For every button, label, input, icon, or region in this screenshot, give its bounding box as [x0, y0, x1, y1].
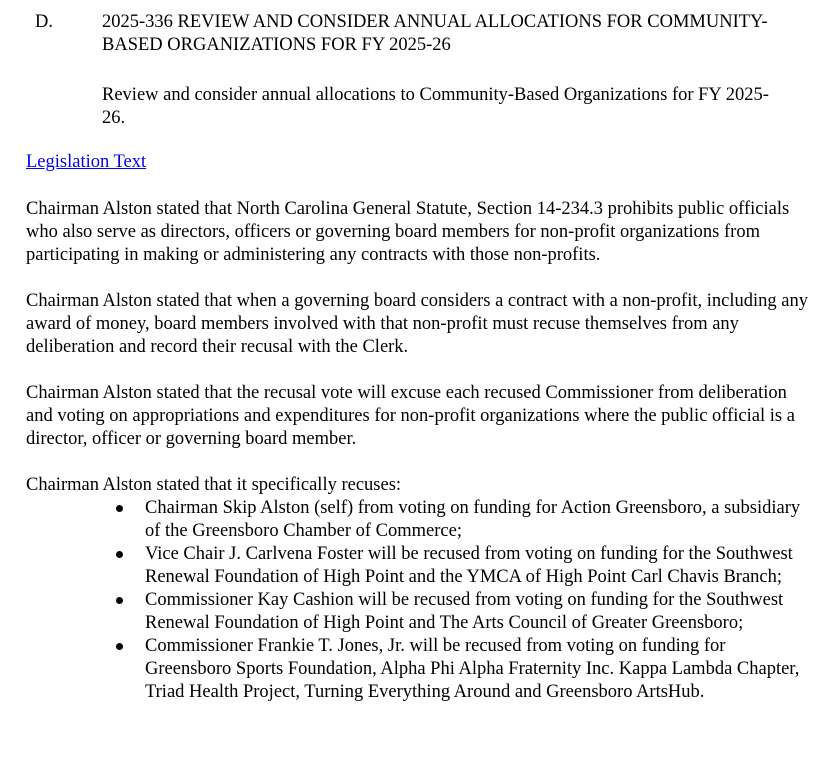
- legislation-text-link[interactable]: Legislation Text: [26, 152, 147, 172]
- paragraph-statute: Chairman Alston stated that North Carolina General Statute, Section 14-234.3 prohibits public officials who also serve as directors, officers or governing board members for non-profit organizations from participating in making or administering any contracts with those non-profits.: [26, 199, 790, 265]
- paragraph-recusal-vote: Chairman Alston stated that the recusal vote will excuse each recused Commissioner from deliberation and voting on appropriations and expenditures for non-profit organizations where the public official is a director, officer or governing board member.: [26, 383, 795, 449]
- item-title: 2025-336 REVIEW AND CONSIDER ANNUAL ALLOCATIONS FOR COMMUNITY-BASED ORGANIZATIONS FOR FY 2025-26: [102, 12, 768, 55]
- list-item: Commissioner Kay Cashion will be recused from voting on funding for the Southwest Renewal Foundation of High Point and The Arts Council of Greater Greensboro;: [145, 589, 805, 635]
- list-item: Commissioner Frankie T. Jones, Jr. will be recused from voting on funding for Greensboro Sports Foundation, Alpha Phi Alpha Fraternity Inc. Kappa Lambda Chapter, Triad Health Project, Turning Everything Around and Greensboro ArtsHub.: [145, 635, 805, 704]
- item-letter: D.: [35, 12, 53, 32]
- recusal-list: [145, 497, 805, 704]
- paragraph-governing-board: Chairman Alston stated that when a governing board considers a contract with a non-profit, including any award of money, board members involved with that non-profit must recuse themselves from any deliberation and record their recusal with the Clerk.: [26, 291, 808, 357]
- paragraph-recuses-intro: Chairman Alston stated that it specifically recuses:: [26, 475, 402, 495]
- list-item: Chairman Skip Alston (self) from voting on funding for Action Greensboro, a subsidiary of the Greensboro Chamber of Commerce;: [145, 497, 805, 543]
- list-item: Vice Chair J. Carlvena Foster will be recused from voting on funding for the Southwest Renewal Foundation of High Point and the YMCA of High Point Carl Chavis Branch;: [145, 543, 805, 589]
- item-description: Review and consider annual allocations to Community-Based Organizations for FY 2025-26.: [102, 85, 769, 128]
